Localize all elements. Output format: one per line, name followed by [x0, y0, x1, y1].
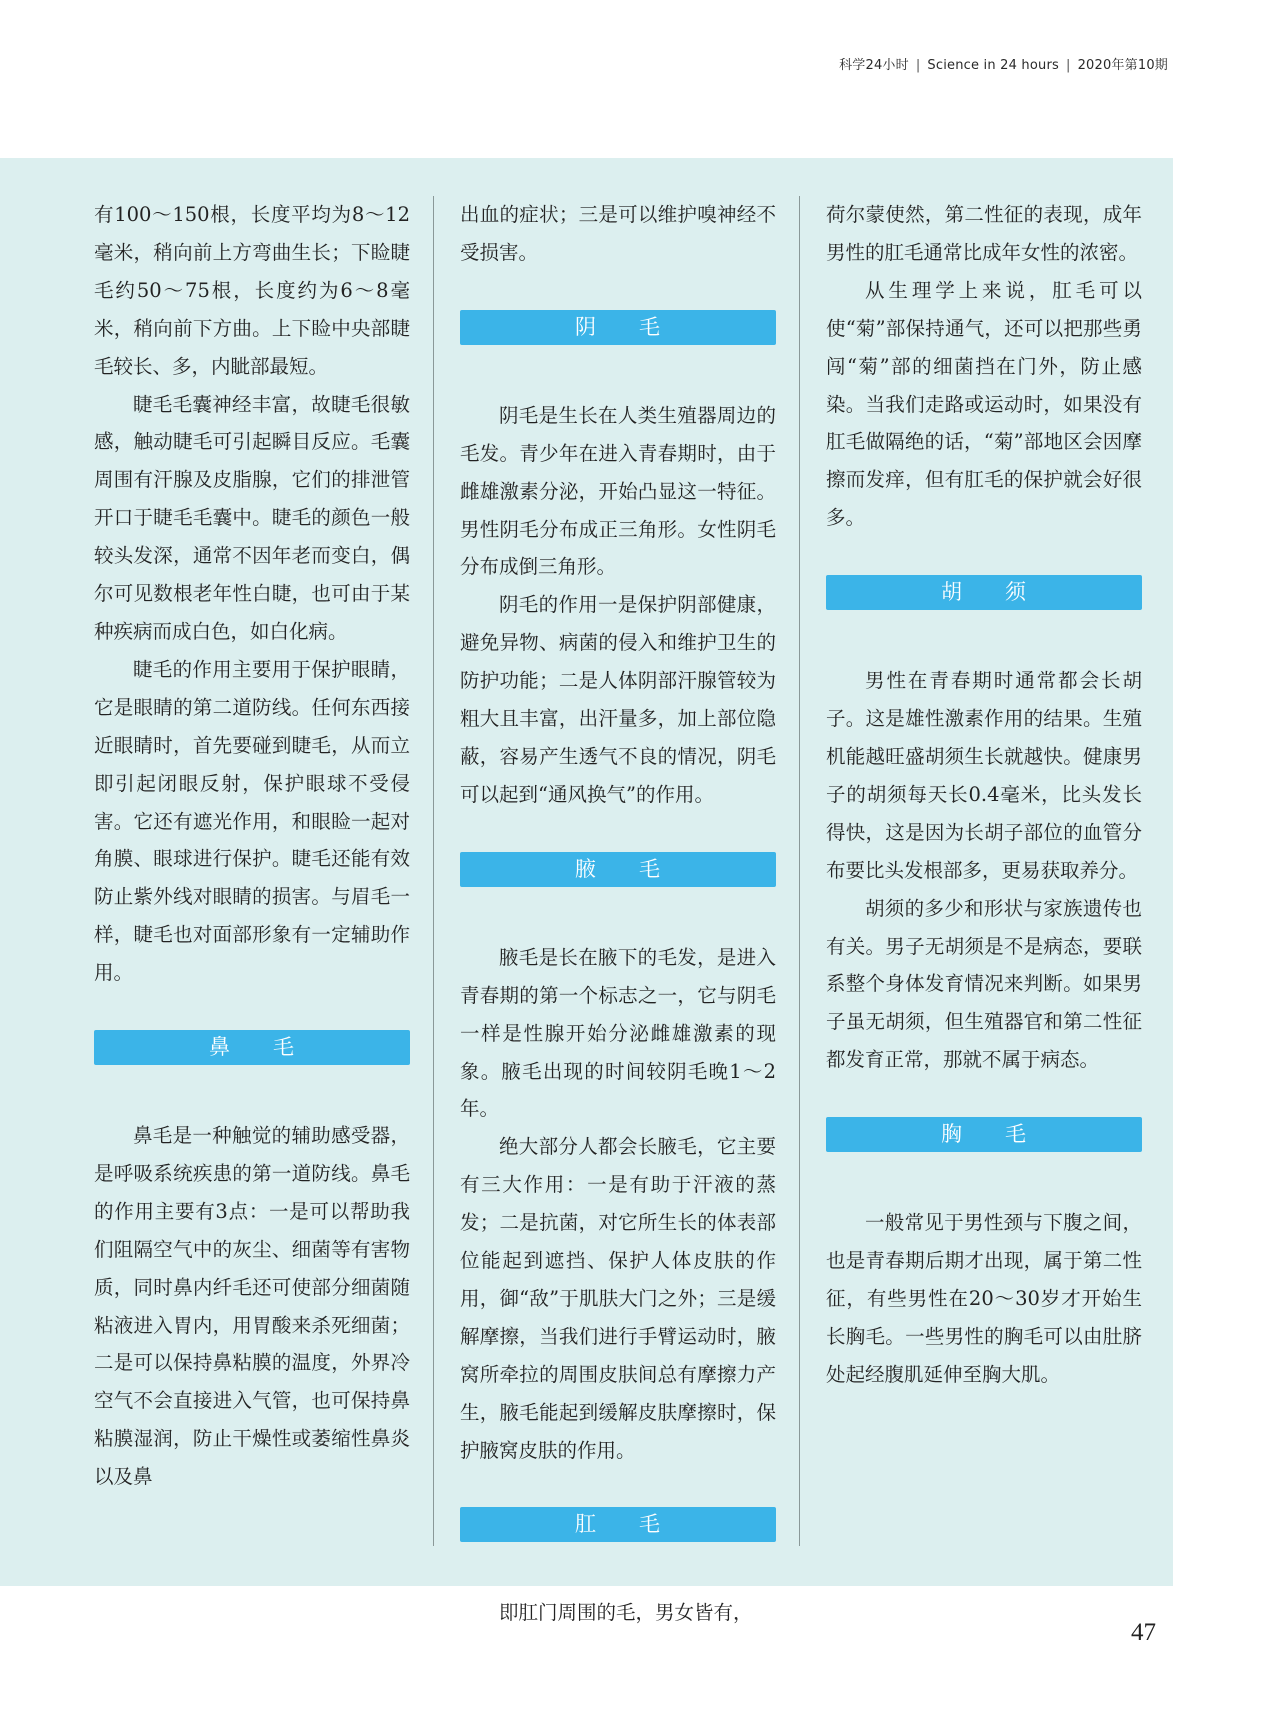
section-heading-chest-hair: 胸 毛 — [826, 1117, 1142, 1152]
column-2 — [460, 196, 776, 1625]
column-divider — [799, 196, 800, 1546]
header-separator: | — [915, 58, 921, 73]
paragraph: 从生理学上来说，肛毛可以使“菊”部保持通气，还可以把那些勇闯“菊”部的细菌挡在门外，防止感染。当我们走路或运动时，如果没有肛毛做隔绝的话，“菊”部地区会因摩擦而发痒，但有肛毛的保护就会好很多。 — [826, 278, 1142, 530]
paragraph: 胡须的多少和形状与家族遗传也有关。男子无胡须是不是病态，要联系整个身体发育情况来判断。如果男子虽无胡须，但生殖器官和第二性征都发育正常，那就不属于病态。 — [826, 896, 1142, 1072]
page-number: 47 — [1131, 1619, 1156, 1646]
paragraph: 睫毛的作用主要用于保护眼睛，它是眼睛的第二道防线。任何东西接近眼睛时，首先要碰到睫毛，从而立即引起闭眼反射，保护眼球不受侵害。它还有遮光作用，和眼睑一起对角膜、眼球进行保护。睫毛还能有效防止紫外线对眼睛的损害。与眉毛一样，睫毛也对面部形象有一定辅助作用。 — [94, 657, 410, 985]
paragraph: 有100～150根，长度平均为8～12毫米，稍向前上方弯曲生长；下睑睫毛约50～75根，长度约为6～8毫米，稍向前下方曲。上下睑中央部睫毛较长、多，内眦部最短。 — [94, 203, 410, 378]
running-header — [839, 54, 1168, 73]
paragraph: 鼻毛是一种触觉的辅助感受器，是呼吸系统疾患的第一道防线。鼻毛的作用主要有3点：一是可以帮助我们阻隔空气中的灰尘、细菌等有害物质，同时鼻内纤毛还可使部分细菌随粘液进入胃内，用胃酸来杀死细菌；二是可以保持鼻粘膜的温度，外界冷空气不会直接进入气管，也可保持鼻粘膜湿润，防止干燥性或萎缩性鼻炎以及鼻 — [94, 1124, 410, 1489]
paragraph: 阴毛是生长在人类生殖器周边的毛发。青少年在进入青春期时，由于雌雄激素分泌，开始凸显这一特征。男性阴毛分布成正三角形。女性阴毛分布成倒三角形。 — [460, 403, 776, 579]
paragraph: 阴毛的作用一是保护阴部健康，避免异物、病菌的侵入和维护卫生的防护功能；二是人体阴部汗腺管较为粗大且丰富，出汗量多，加上部位隐蔽，容易产生透气不良的情况，阴毛可以起到“通风换气”的作用。 — [460, 593, 776, 806]
paragraph: 绝大部分人都会长腋毛，它主要有三大作用：一是有助于汗液的蒸发；二是抗菌，对它所生长的体表部位能起到遮挡、保护人体皮肤的作用，御“敌”于肌肤大门之外；三是缓解摩擦，当我们进行手臂运动时，腋窝所牵拉的周围皮肤间总有摩擦力产生，腋毛能起到缓解皮肤摩擦时，保护腋窝皮肤的作用。 — [460, 1135, 776, 1462]
header-separator: | — [1065, 58, 1071, 73]
column-1 — [94, 196, 410, 1566]
section-heading-pubic-hair: 阴 毛 — [460, 310, 776, 345]
section-heading-armpit-hair: 腋 毛 — [460, 852, 776, 887]
paragraph: 即肛门周围的毛，男女皆有， — [499, 1601, 753, 1625]
magazine-name: 科学24小时 — [839, 58, 909, 73]
section-heading-anal-hair: 肛 毛 — [460, 1507, 776, 1542]
issue-label: 2020年第10期 — [1077, 58, 1168, 73]
paragraph: 腋毛是长在腋下的毛发，是进入青春期的第一个标志之一，它与阴毛一样是性腺开始分泌雌雄激素的现象。腋毛出现的时间较阴毛晚1～2年。 — [460, 945, 776, 1121]
paragraph: 一般常见于男性颈与下腹之间，也是青春期后期才出现，属于第二性征，有些男性在20～30岁才开始生长胸毛。一些男性的胸毛可以由肚脐处起经腹肌延伸至胸大肌。 — [826, 1211, 1142, 1386]
column-divider — [433, 196, 434, 1546]
column-3 — [826, 196, 1142, 1566]
section-heading-nose-hair: 鼻 毛 — [94, 1030, 410, 1065]
magazine-english-name: Science in 24 hours — [927, 58, 1059, 73]
paragraph: 睫毛毛囊神经丰富，故睫毛很敏感，触动睫毛可引起瞬目反应。毛囊周围有汗腺及皮脂腺，它们的排泄管开口于睫毛毛囊中。睫毛的颜色一般较头发深，通常不因年老而变白，偶尔可见数根老年性白睫，也可由于某种疾病而成白色，如白化病。 — [94, 392, 410, 643]
paragraph: 出血的症状；三是可以维护嗅神经不受损害。 — [460, 203, 776, 264]
paragraph: 男性在青春期时通常都会长胡子。这是雄性激素作用的结果。生殖机能越旺盛胡须生长就越快。健康男子的胡须每天长0.4毫米，比头发长得快，这是因为长胡子部位的血管分布要比头发根部多，更易获取养分。 — [826, 669, 1142, 882]
paragraph: 荷尔蒙使然，第二性征的表现，成年男性的肛毛通常比成年女性的浓密。 — [826, 203, 1142, 264]
section-heading-beard: 胡 须 — [826, 575, 1142, 610]
